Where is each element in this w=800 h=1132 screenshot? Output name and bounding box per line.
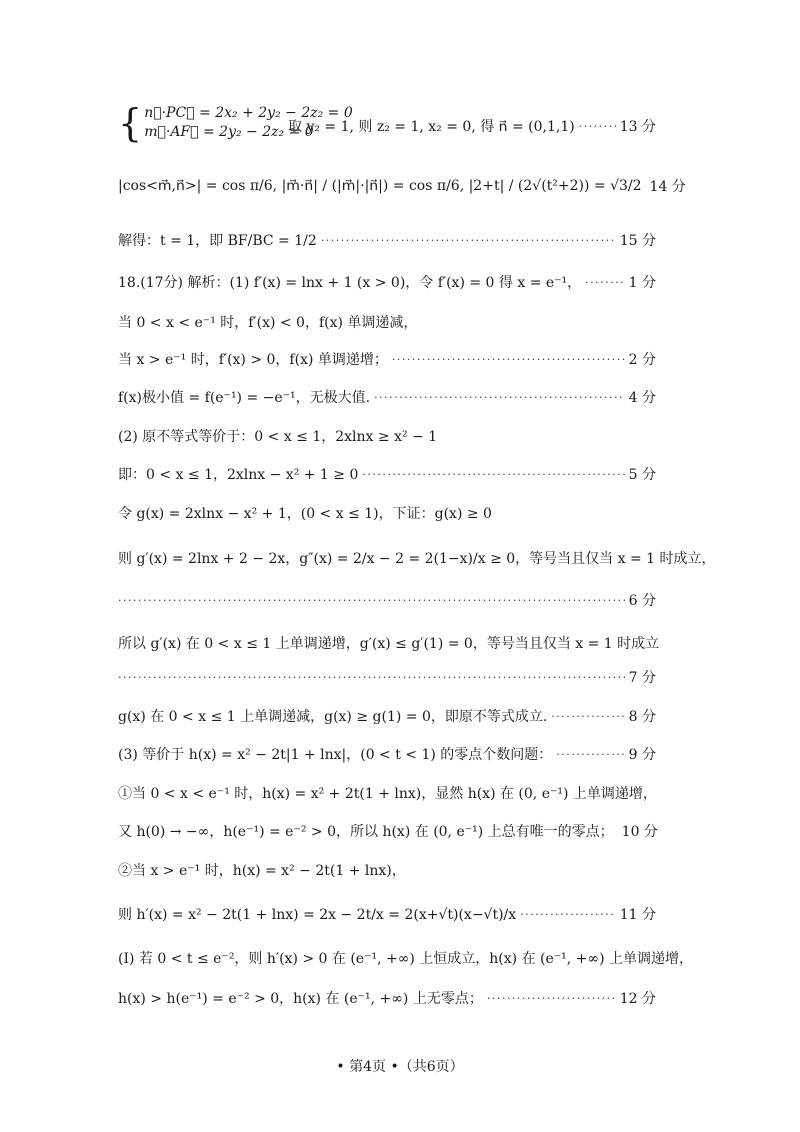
line-11b xyxy=(118,948,693,968)
line-8-text: g(x) 在 0 < x ≤ 1 上单调递减，g(x) ≥ g(1) = 0，即原不等式成立. xyxy=(118,709,548,725)
leader-dots xyxy=(118,594,625,607)
line-2a-text: (2) 原不等式等价于：0 < x ≤ 1，2xlnx ≥ x² − 1 xyxy=(118,429,438,445)
line-7 xyxy=(118,667,656,687)
line-18-text: 18.(17分) 解析：(1) f′(x) = lnx + 1 (x > 0)，令 f′(x) = 0 得 x = e⁻¹， xyxy=(118,275,582,291)
leader-dots xyxy=(579,120,616,133)
score-4: 4 分 xyxy=(628,390,656,406)
line-9b xyxy=(118,783,656,803)
leader-dots xyxy=(362,468,624,481)
page-footer: • 第4页 •（共6页） xyxy=(336,1059,464,1075)
leader-dots xyxy=(585,276,624,289)
line-12-text: h(x) > h(e⁻¹) = e⁻² > 0，h(x) 在 (e⁻¹, +∞) 上无零点； xyxy=(118,991,483,1007)
line-18 xyxy=(118,272,656,292)
system-row-2: m⃗·AF⃗ = 2y₂ − 2z₂ = 0 xyxy=(144,124,314,140)
line-14-text: |cos<m⃗,n⃗>| = cos π/6, |m⃗·n⃗| / (|m⃗|·|n⃗|) = cos π/6, |2+t| / (2√(t²+2)) = √3/2 xyxy=(118,178,642,194)
score-8: 8 分 xyxy=(628,709,656,725)
line-14 xyxy=(118,176,686,196)
line-4 xyxy=(118,387,656,407)
line-13 xyxy=(288,116,656,136)
score-12: 12 分 xyxy=(619,991,656,1007)
line-11 xyxy=(118,904,656,924)
line-2 xyxy=(118,349,656,369)
line-15 xyxy=(118,230,656,250)
leader-dots xyxy=(520,908,616,921)
line-11-text: 则 h′(x) = x² − 2t(1 + lnx) = 2x − 2t/x = 2(x+√t)(x−√t)/x xyxy=(118,907,517,923)
leader-dots xyxy=(551,710,624,723)
line-6 xyxy=(118,590,656,610)
line-5b xyxy=(118,503,656,523)
line-5-text: 即：0 < x ≤ 1，2xlnx − x² + 1 ≥ 0 xyxy=(118,467,359,483)
line-2a xyxy=(118,426,656,446)
line-12 xyxy=(118,988,656,1008)
leader-dots xyxy=(392,353,625,366)
line-2-text: 当 x > e⁻¹ 时，f′(x) > 0，f(x) 单调递增； xyxy=(118,352,388,368)
line-5 xyxy=(118,464,656,484)
line-8 xyxy=(118,706,656,726)
score-13: 13 分 xyxy=(619,119,656,135)
line-9-text: (3) 等价于 h(x) = x² − 2t|1 + lnx|，(0 < t < 1) 的零点个数问题： xyxy=(118,747,553,763)
brace-symbol: { xyxy=(118,101,143,145)
line-6b-text: 所以 g′(x) 在 0 < x ≤ 1 上单调递增，g′(x) ≤ g′(1) = 0，等号当且仅当 x = 1 时成立 xyxy=(118,636,660,652)
score-15: 15 分 xyxy=(619,233,656,249)
line-15-text: 解得：t = 1，即 BF/BC = 1/2 xyxy=(118,233,317,249)
score-14: 14 分 xyxy=(649,179,686,195)
system-row-1: n⃗·PC⃗ = 2x₂ + 2y₂ − 2z₂ = 0 xyxy=(144,105,353,122)
line-18b xyxy=(118,312,656,332)
score-1: 1 分 xyxy=(628,275,656,291)
line-9b-text: ①当 0 < x < e⁻¹ 时，h(x) = x² + 2t(1 + lnx)，显然 h(x) 在 (0, e⁻¹) 上单调递增， xyxy=(118,786,657,802)
leader-dots xyxy=(556,748,624,761)
line-11b-text: (I) 若 0 < t ≤ e⁻²，则 h′(x) > 0 在 (e⁻¹, +∞) 上恒成立，h(x) 在 (e⁻¹, +∞) 上单调递增， xyxy=(118,951,693,967)
score-6: 6 分 xyxy=(628,593,656,609)
score-2: 2 分 xyxy=(628,352,656,368)
leader-dots xyxy=(487,992,616,1005)
line-10b xyxy=(118,860,656,880)
line-5b-text: 令 g(x) = 2xlnx − x² + 1，(0 < x ≤ 1)，下证：g(x) ≥ 0 xyxy=(118,506,492,522)
leader-dots xyxy=(374,391,625,404)
line-18b-text: 当 0 < x < e⁻¹ 时，f′(x) < 0，f(x) 单调递减， xyxy=(118,315,418,331)
line-10 xyxy=(118,821,656,841)
leader-dots xyxy=(321,234,616,247)
line-5c-text: 则 g′(x) = 2lnx + 2 − 2x，g″(x) = 2/x − 2 = 2(1−x)/x ≥ 0，等号当且仅当 x = 1 时成立， xyxy=(118,551,716,567)
score-10: 10 分 xyxy=(621,824,658,840)
score-9: 9 分 xyxy=(628,747,656,763)
line-10b-text: ②当 x > e⁻¹ 时，h(x) = x² − 2t(1 + lnx)， xyxy=(118,863,406,879)
line-9 xyxy=(118,744,656,764)
leader-dots xyxy=(118,671,625,684)
score-11: 11 分 xyxy=(619,907,656,923)
score-7: 7 分 xyxy=(628,670,656,686)
line-6b xyxy=(118,633,660,653)
line-5c xyxy=(118,548,716,568)
line-4-text: f(x)极小值 = f(e⁻¹) = −e⁻¹，无极大值. xyxy=(118,390,371,406)
score-5: 5 分 xyxy=(628,467,656,483)
line-10-text: 又 h(0) → −∞，h(e⁻¹) = e⁻² > 0，所以 h(x) 在 (0, e⁻¹) 上总有唯一的零点； xyxy=(118,824,614,840)
line-13-text: 取 y₂ = 1, 则 z₂ = 1, x₂ = 0, 得 n⃗ = (0,1,1) xyxy=(288,119,575,135)
